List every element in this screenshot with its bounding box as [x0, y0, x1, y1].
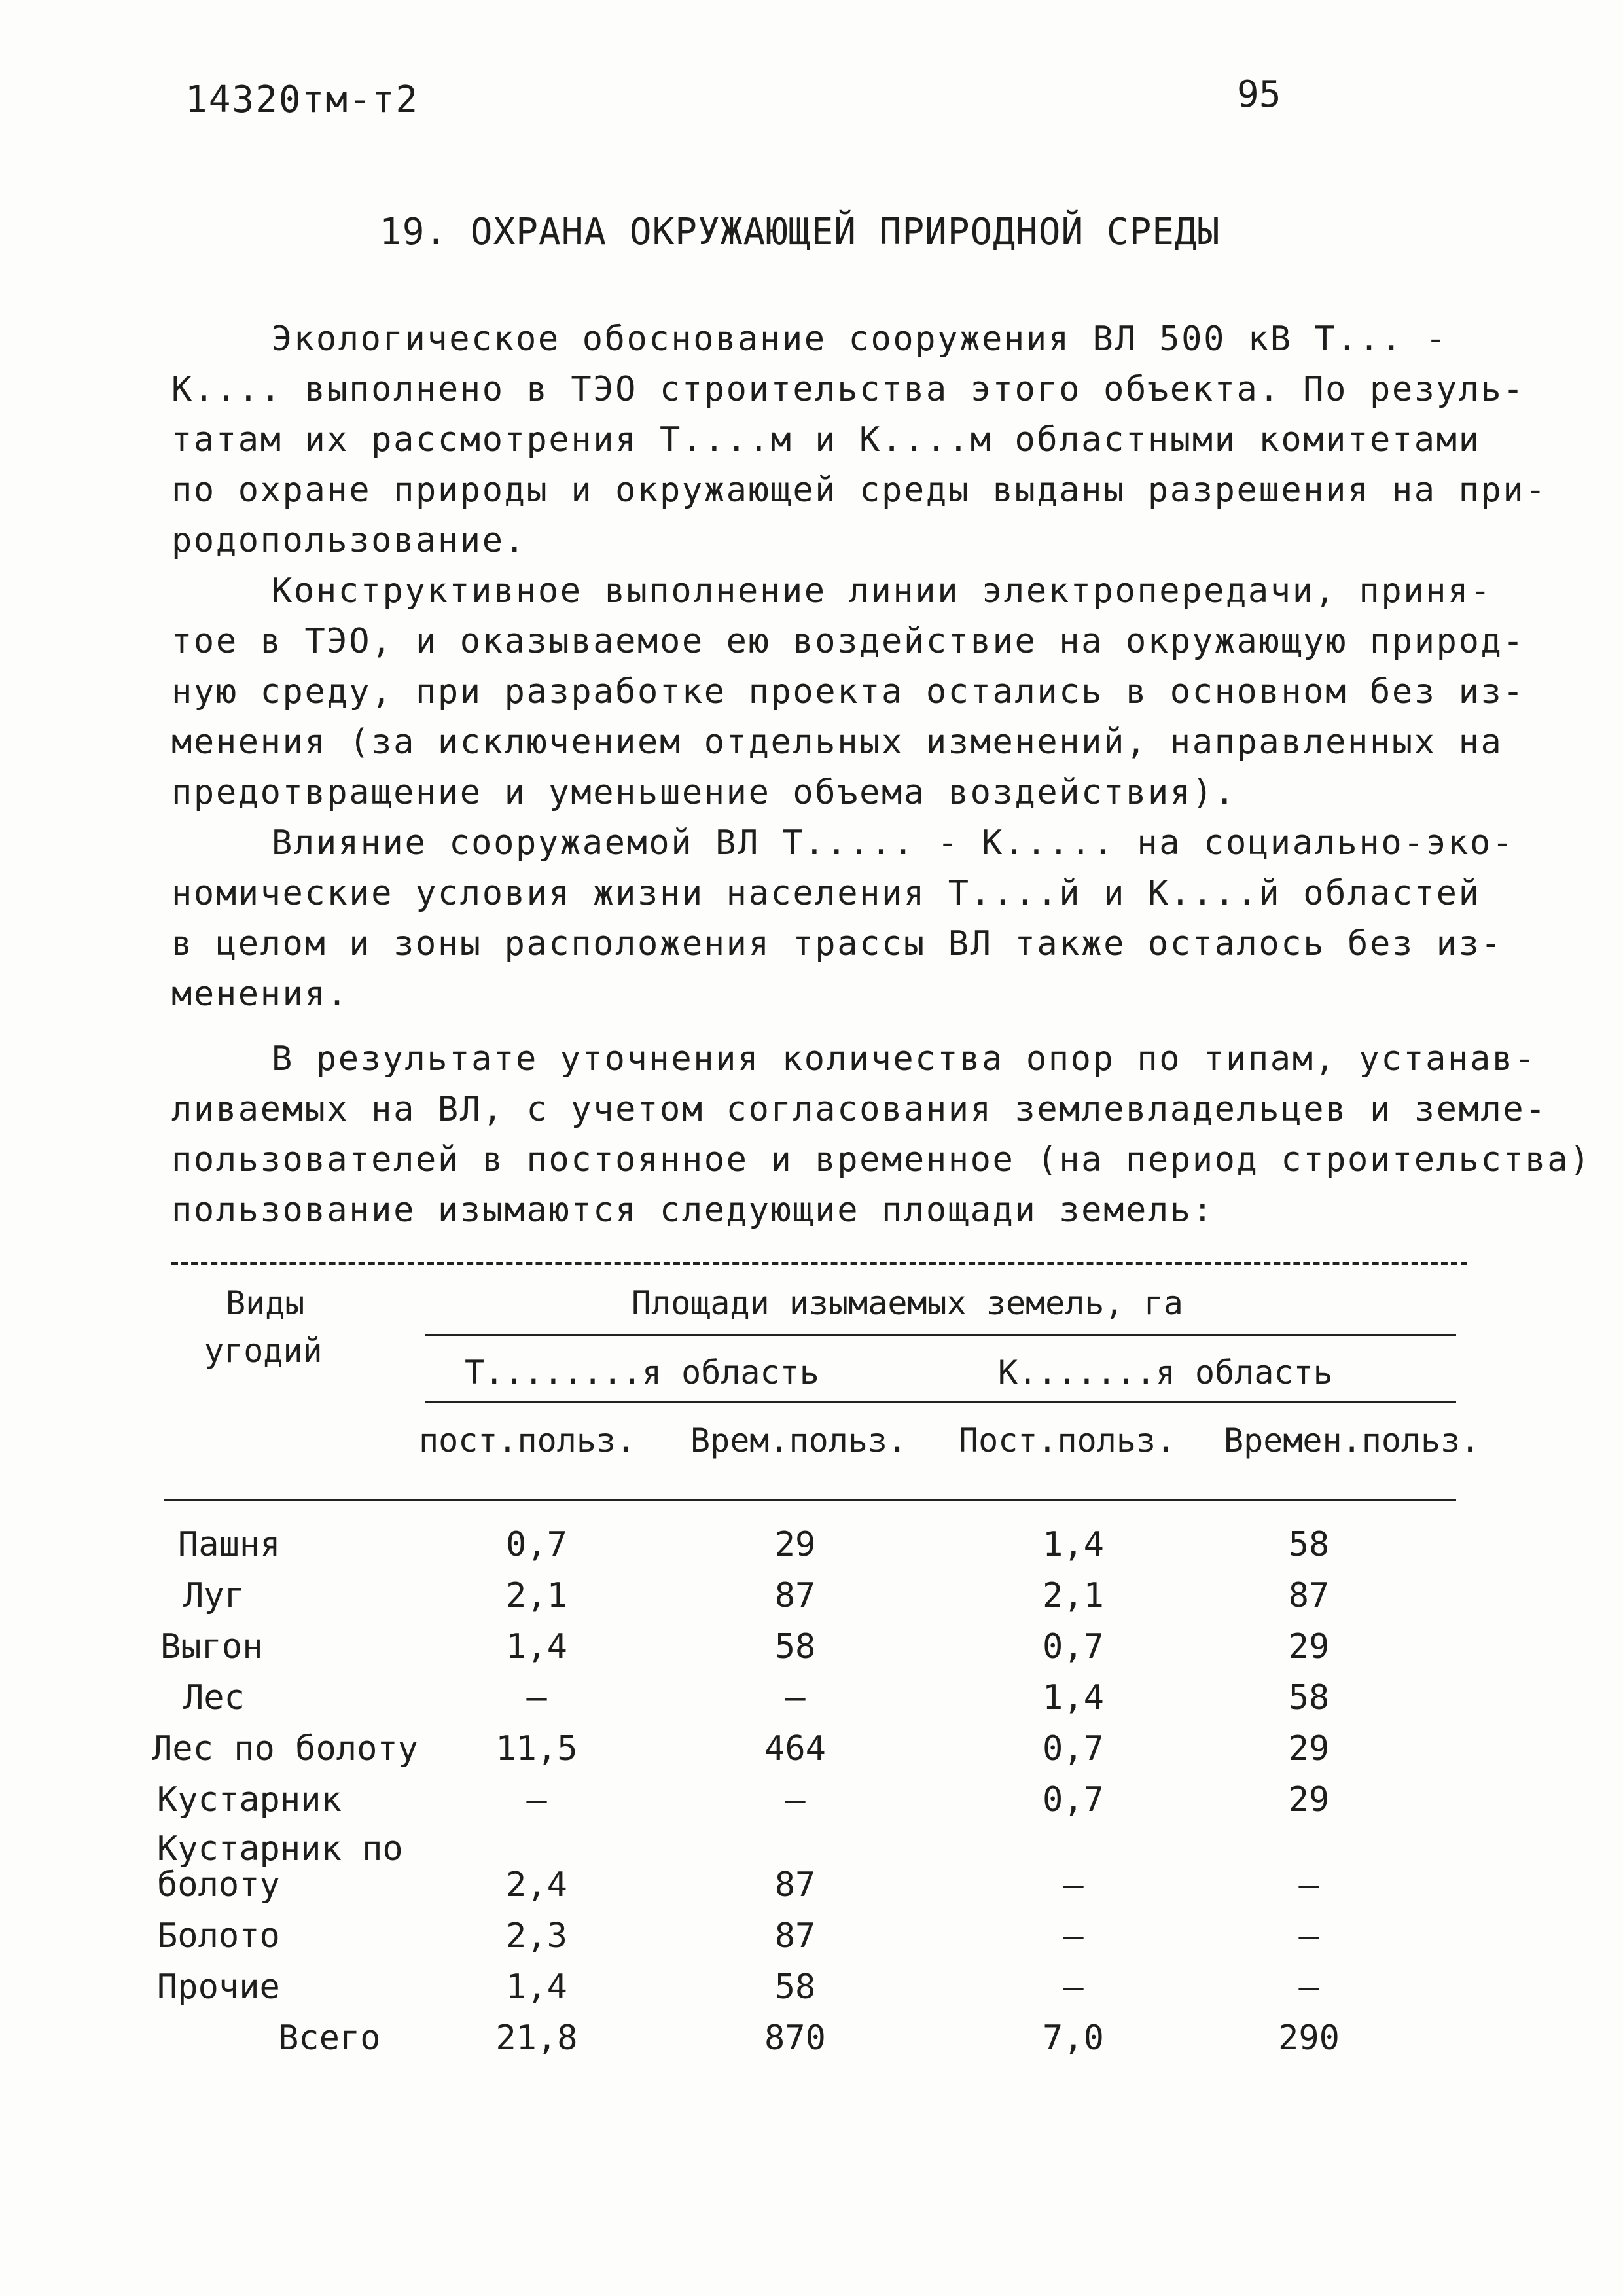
- row-name: Луг: [183, 1576, 245, 1615]
- row-name: Пашня: [178, 1525, 281, 1564]
- section-title: 19. ОХРАНА ОКРУЖАЮЩЕЙ ПРИРОДНОЙ СРЕДЫ: [380, 211, 1221, 253]
- sub-header-k-temp: Времен.польз.: [1224, 1422, 1480, 1460]
- paragraph-line: Экологическое обоснование сооружения ВЛ 500 кВ Т... -: [272, 319, 1448, 359]
- cell-t-temp: –: [785, 1780, 806, 1820]
- cell-k-perm: 0,7: [1043, 1780, 1104, 1820]
- cell-k-perm: –: [1063, 1967, 1084, 2007]
- row-name: Всего: [278, 2018, 381, 2058]
- paragraph-line: в целом и зоны расположения трассы ВЛ также осталось без из-: [171, 924, 1503, 963]
- region-header-t: Т........я область: [465, 1354, 819, 1391]
- paragraph-line: татам их рассмотрения Т....м и К....м областными комитетами: [171, 420, 1481, 459]
- cell-k-perm: 7,0: [1043, 2018, 1104, 2058]
- paragraph-line: тое в ТЭО, и оказываемое ею воздействие на окружающую природ-: [171, 622, 1525, 661]
- cell-k-temp: –: [1298, 1865, 1319, 1905]
- cell-t-perm: 21,8: [495, 2018, 578, 2058]
- cell-t-temp: 464: [764, 1729, 826, 1768]
- row-name-line-2: болоту: [157, 1865, 280, 1905]
- paragraph-line: Влияние сооружаемой ВЛ Т..... - К..... на социально-эко-: [272, 823, 1514, 863]
- group-header-rule: [425, 1334, 1456, 1336]
- cell-k-perm: –: [1063, 1916, 1084, 1956]
- cell-k-perm: 0,7: [1043, 1627, 1104, 1666]
- cell-t-perm: 2,4: [506, 1865, 567, 1905]
- paragraph-line: В результате уточнения количества опор по типам, устанав-: [272, 1039, 1537, 1079]
- paragraph-line: пользование изымаются следующие площади земель:: [171, 1191, 1215, 1230]
- row-name: Прочие: [157, 1967, 280, 2007]
- paragraph-line: по охране природы и окружающей среды выданы разрешения на при-: [171, 471, 1548, 510]
- land-type-header-line-1: Виды: [226, 1284, 305, 1322]
- cell-t-temp: –: [785, 1678, 806, 1717]
- paragraph-line: родопользование.: [171, 521, 527, 560]
- cell-k-perm: 1,4: [1043, 1525, 1104, 1564]
- paragraph-line: менения (за исключением отдельных изменений, направленных на: [171, 723, 1503, 762]
- cell-k-temp: –: [1298, 1967, 1319, 2007]
- cell-t-temp: 87: [774, 1916, 816, 1956]
- cell-k-temp: 58: [1288, 1678, 1330, 1717]
- sub-header-t-temp: Врем.польз.: [690, 1422, 908, 1460]
- cell-t-temp: 58: [774, 1967, 816, 2007]
- region-header-rule: [425, 1401, 1456, 1403]
- cell-t-temp: 29: [774, 1525, 816, 1564]
- sub-header-k-perm: Пост.польз.: [959, 1422, 1176, 1460]
- cell-k-perm: –: [1063, 1865, 1084, 1905]
- cell-t-perm: 1,4: [506, 1967, 567, 2007]
- cell-t-temp: 87: [774, 1576, 816, 1615]
- table-top-dashed-rule: [171, 1262, 1467, 1265]
- cell-k-temp: 29: [1288, 1780, 1330, 1820]
- row-name: Выгон: [160, 1627, 263, 1666]
- cell-k-perm: 0,7: [1043, 1729, 1104, 1768]
- paragraph-line: предотвращение и уменьшение объема воздействия).: [171, 773, 1237, 812]
- land-type-header-line-2: угодий: [204, 1332, 323, 1370]
- cell-k-temp: 58: [1288, 1525, 1330, 1564]
- document-code: 14320тм-т2: [185, 79, 419, 121]
- paragraph-line: номические условия жизни населения Т....й и К....й областей: [171, 874, 1481, 913]
- cell-k-perm: 2,1: [1043, 1576, 1104, 1615]
- cell-k-perm: 1,4: [1043, 1678, 1104, 1717]
- cell-t-perm: –: [526, 1780, 547, 1820]
- row-name: Кустарник по: [157, 1829, 403, 1869]
- area-group-header: Площади изымаемых земель, га: [632, 1284, 1183, 1322]
- paragraph-line: Конструктивное выполнение линии электропередачи, приня-: [272, 571, 1492, 611]
- cell-t-perm: 2,3: [506, 1916, 567, 1956]
- row-name: Кустарник: [157, 1780, 342, 1820]
- region-header-k: К.......я область: [998, 1354, 1333, 1391]
- cell-t-temp: 58: [774, 1627, 816, 1666]
- page-number: 95: [1237, 73, 1281, 116]
- cell-k-temp: 29: [1288, 1729, 1330, 1768]
- paragraph-line: менения.: [171, 975, 349, 1014]
- paragraph-line: пользователей в постоянное и временное (на период строительства): [171, 1140, 1592, 1179]
- cell-t-temp: 870: [764, 2018, 826, 2058]
- sub-header-t-perm: пост.польз.: [419, 1422, 636, 1460]
- cell-k-temp: 87: [1288, 1576, 1330, 1615]
- cell-t-temp: 87: [774, 1865, 816, 1905]
- row-name: Болото: [157, 1916, 280, 1956]
- row-name: Лес: [183, 1678, 245, 1717]
- paragraph-line: К.... выполнено в ТЭО строительства этого объекта. По резуль-: [171, 370, 1525, 409]
- paragraph-line: ную среду, при разработке проекта остались в основном без из-: [171, 672, 1525, 711]
- cell-t-perm: –: [526, 1678, 547, 1717]
- cell-t-perm: 1,4: [506, 1627, 567, 1666]
- cell-k-temp: 29: [1288, 1627, 1330, 1666]
- table-header-bottom-rule: [164, 1499, 1456, 1501]
- row-name: Лес по болоту: [152, 1729, 418, 1768]
- cell-t-perm: 11,5: [495, 1729, 578, 1768]
- cell-k-temp: –: [1298, 1916, 1319, 1956]
- paragraph-line: ливаемых на ВЛ, с учетом согласования землевладельцев и земле-: [171, 1090, 1548, 1129]
- cell-k-temp: 290: [1278, 2018, 1340, 2058]
- cell-t-perm: 2,1: [506, 1576, 567, 1615]
- cell-t-perm: 0,7: [506, 1525, 567, 1564]
